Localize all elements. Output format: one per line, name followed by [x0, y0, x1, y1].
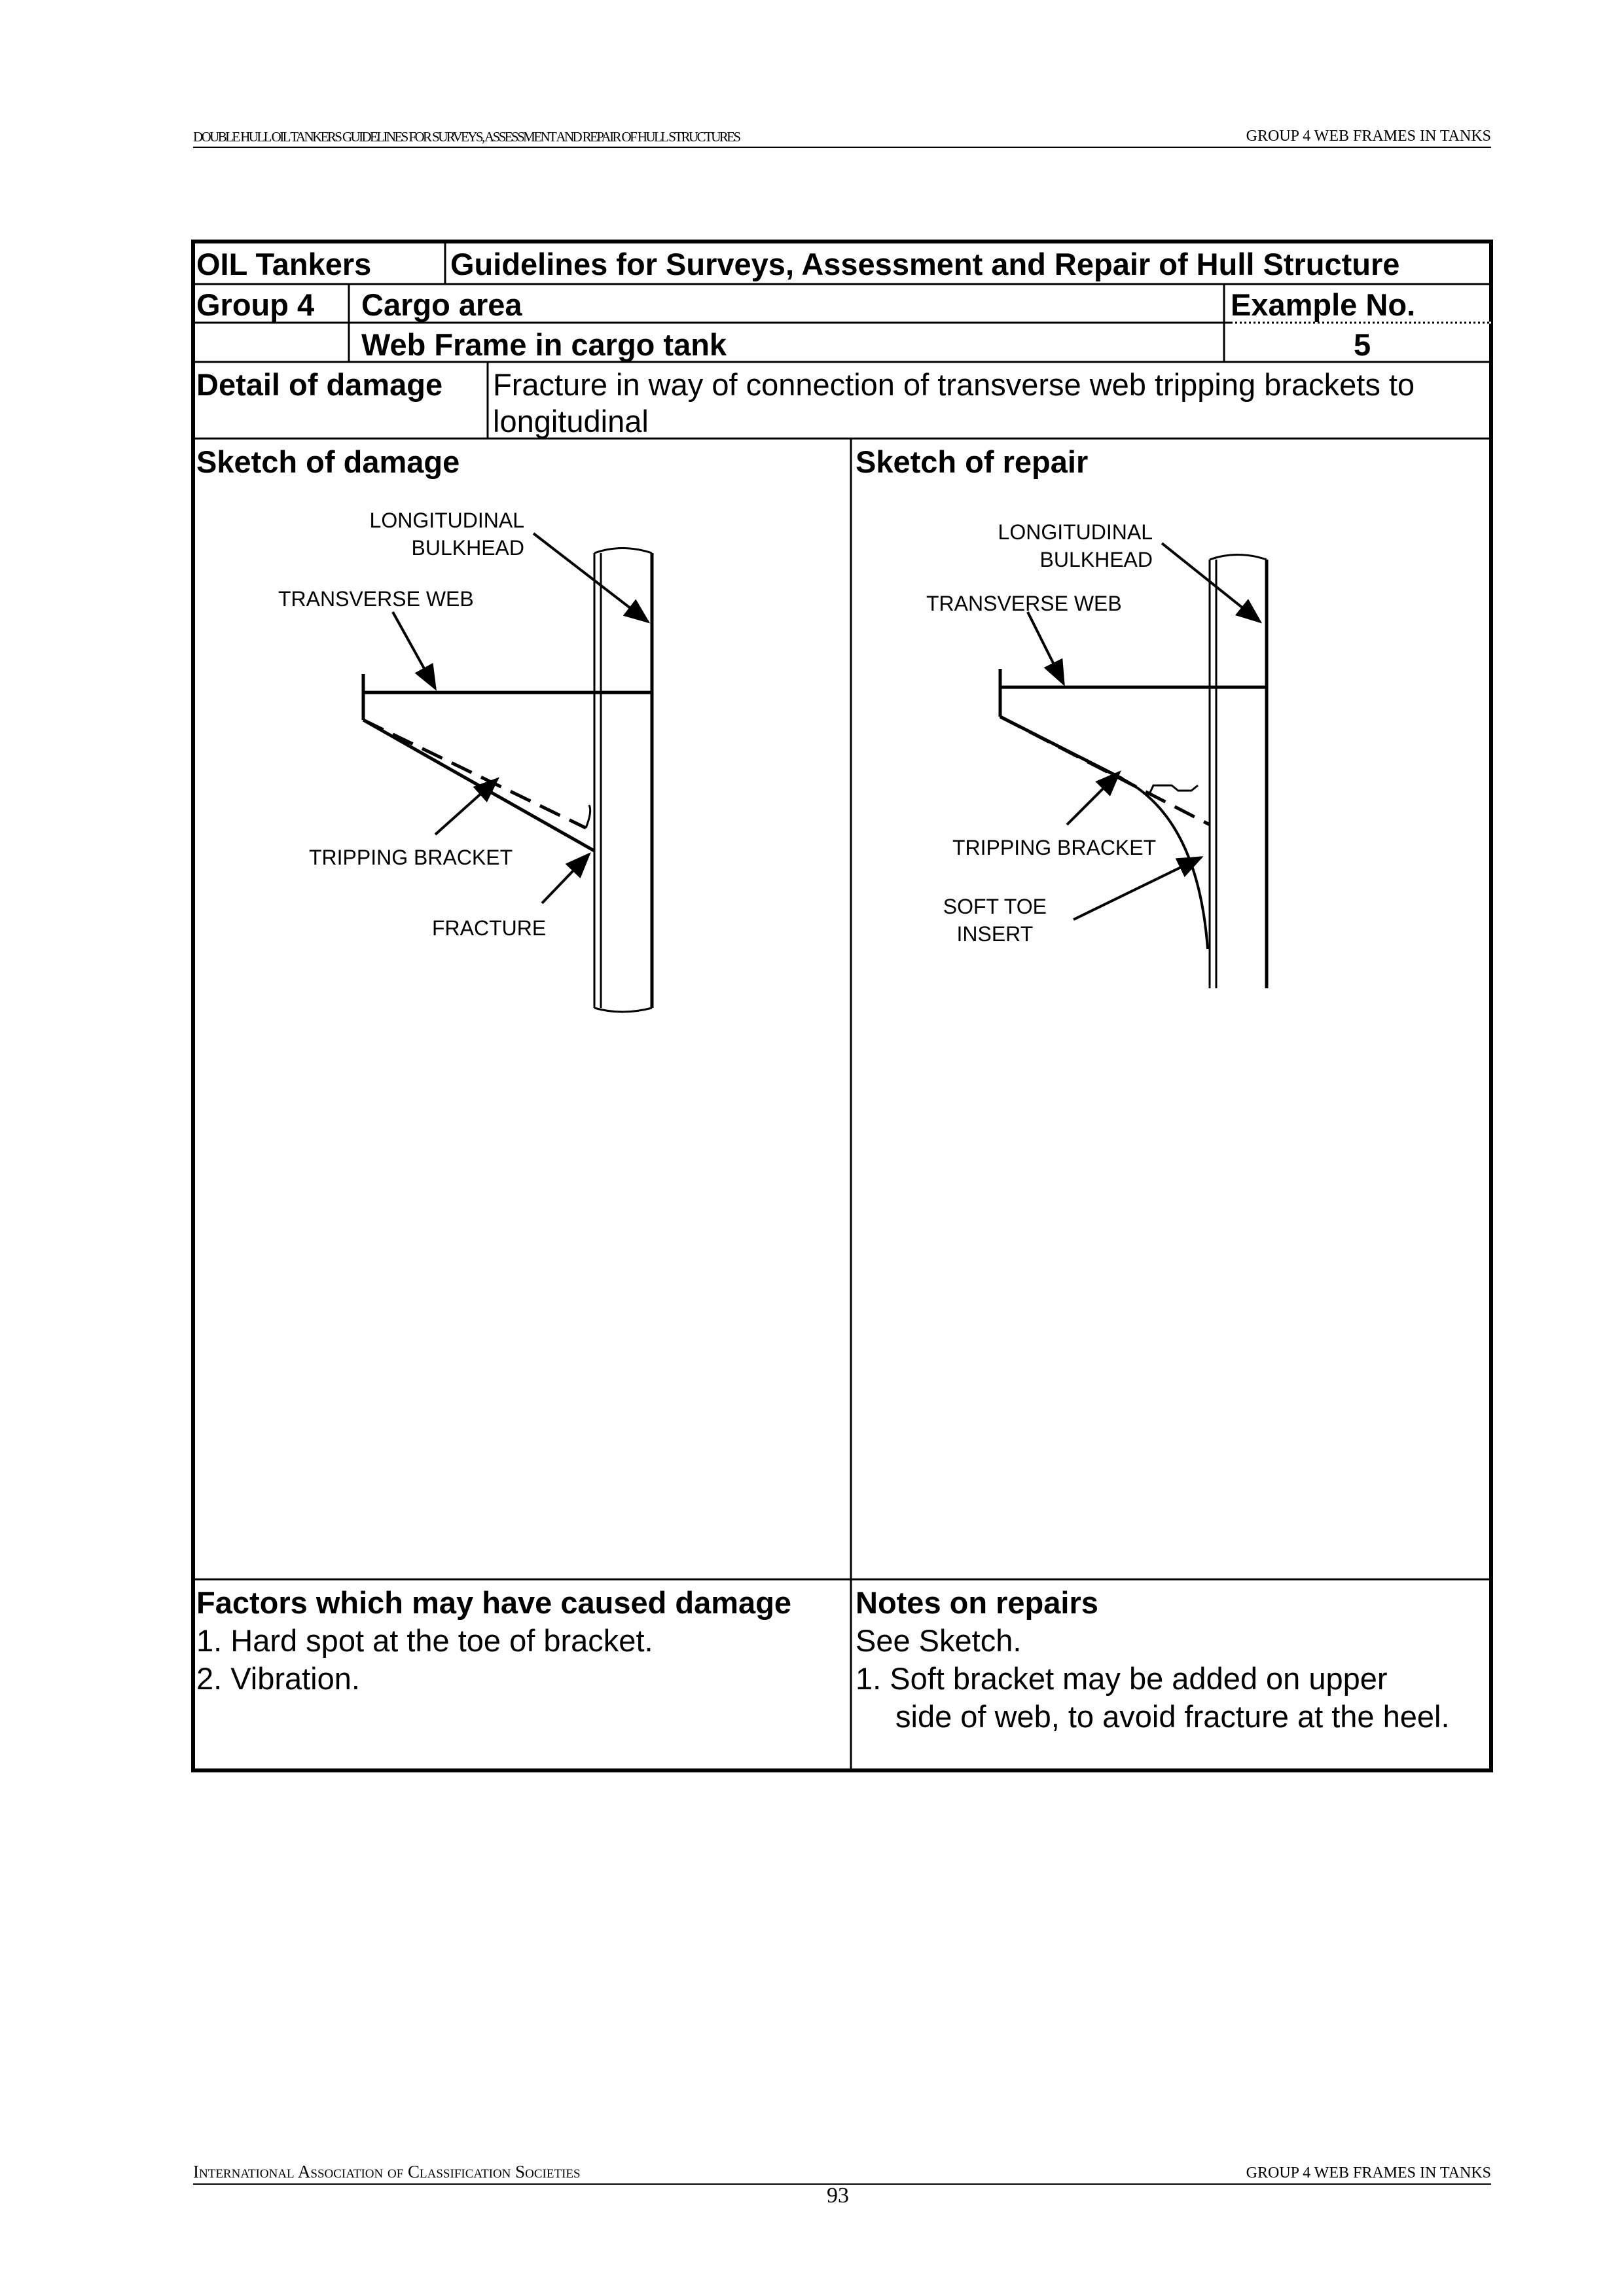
notes-label: Notes on repairs [856, 1585, 1098, 1620]
area-label: Cargo area [361, 287, 522, 322]
detail-of-damage-label: Detail of damage [196, 367, 443, 402]
label-longitudinal: LONGITUDINAL [998, 520, 1153, 544]
label-bulkhead: BULKHEAD [1039, 547, 1153, 571]
notes-see-sketch: See Sketch. [856, 1623, 1022, 1658]
arrow-to-insert-repair [1074, 857, 1201, 920]
damage-label-fracture: FRACTURE [432, 916, 547, 940]
group-label: Group 4 [196, 287, 315, 322]
guidelines-title: Guidelines for Surveys, Assessment and Repair of Hull Structure [450, 247, 1400, 281]
detail-of-damage-text-1: Fracture in way of connection of transverse web tripping brackets to [493, 367, 1415, 402]
sketch-of-repair-label: Sketch of repair [856, 444, 1089, 479]
structure-label: Web Frame in cargo tank [361, 327, 727, 362]
arrow-to-bracket [435, 779, 497, 834]
detail-of-damage-text-2: longitudinal [493, 404, 649, 439]
repair-label-tripping-bracket: TRIPPING BRACKET [952, 836, 1157, 859]
page-number: 93 [827, 2183, 849, 2208]
repair-label-soft-toe-insert [943, 893, 1047, 948]
tripping-bracket-dashed-repair [1000, 717, 1210, 825]
label-bulkhead: BULKHEAD [411, 535, 524, 560]
footer-section-title: GROUP 4 WEB FRAMES IN TANKS [1246, 2164, 1491, 2181]
footer-organization: International Association of Classification Societies [193, 2162, 581, 2181]
header-section-title: GROUP 4 WEB FRAMES IN TANKS [1246, 128, 1491, 145]
header-document-title: DOUBLE HULL OIL TANKERS GUIDELINES FOR SURVEYS, ASSESSMENT AND REPAIR OF HULL STRUCTURES [193, 129, 740, 145]
arrow-to-fracture [542, 854, 589, 903]
damage-label-transverse-web: TRANSVERSE WEB [278, 587, 474, 611]
label-insert: INSERT [956, 922, 1034, 946]
arrow-to-web [393, 612, 435, 689]
damage-label-longitudinal-bulkhead [370, 507, 524, 562]
tripping-bracket-line [363, 720, 594, 851]
example-number: 5 [1354, 327, 1371, 362]
factor-item: 1. Hard spot at the toe of bracket. [196, 1623, 653, 1658]
arrow-to-web-repair [1028, 612, 1064, 684]
vessel-type: OIL Tankers [196, 247, 372, 281]
running-footer [193, 2162, 1491, 2185]
arrow-to-bracket-repair [1067, 772, 1119, 825]
notes-item-1-cont: side of web, to avoid fracture at the heel. [895, 1699, 1450, 1734]
bulkhead-plate-left [594, 553, 601, 1008]
factor-item: 2. Vibration. [196, 1661, 360, 1696]
damage-label-tripping-bracket: TRIPPING BRACKET [309, 846, 513, 869]
repair-label-longitudinal-bulkhead [998, 519, 1153, 573]
tripping-bracket-dashed [363, 720, 586, 828]
label-longitudinal: LONGITUDINAL [369, 509, 524, 532]
example-label: Example No. [1231, 287, 1416, 322]
factors-label: Factors which may have caused damage [196, 1585, 792, 1620]
sketch-of-damage-label: Sketch of damage [196, 444, 460, 479]
label-soft-toe: SOFT TOE [943, 895, 1047, 918]
repair-label-transverse-web: TRANSVERSE WEB [926, 592, 1122, 615]
soft-toe-insert-curve [1123, 779, 1208, 949]
bulkhead-plate-left-repair [1210, 560, 1216, 988]
notes-item-1: 1. Soft bracket may be added on upper [856, 1661, 1388, 1696]
arrow-to-bulkhead [533, 533, 648, 622]
